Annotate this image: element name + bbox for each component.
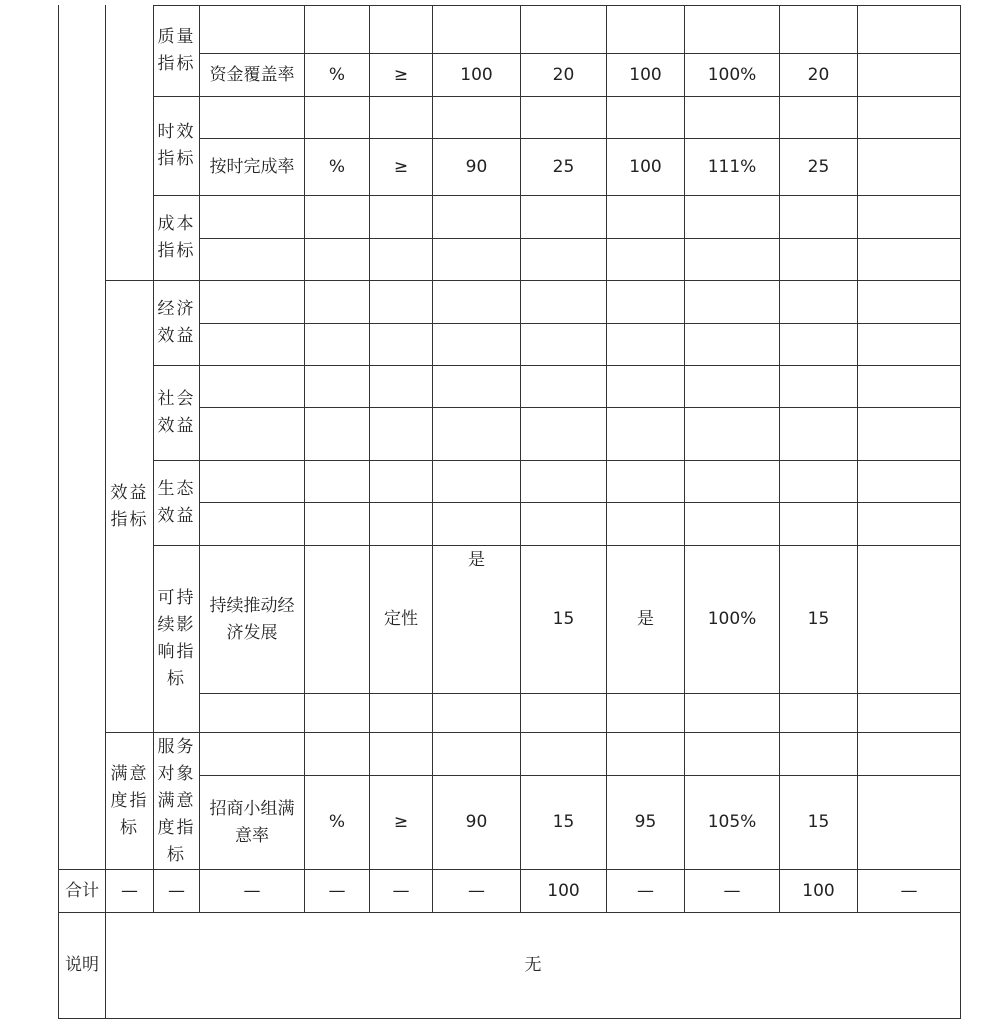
empty-cell <box>684 502 779 545</box>
empty-cell <box>684 693 779 732</box>
empty-cell <box>432 407 520 460</box>
empty-cell <box>606 502 684 545</box>
empty-cell <box>369 5 432 53</box>
empty-cell <box>199 238 304 280</box>
empty-cell <box>857 238 960 280</box>
rate-sustainable: 100% <box>684 545 779 693</box>
category-sustainable-impact: 可持 续影 响指 标 <box>153 545 199 732</box>
indicator-service: 招商小组满 意率 <box>199 775 304 869</box>
empty-cell <box>779 732 857 775</box>
empty-cell <box>779 502 857 545</box>
empty-cell <box>520 732 606 775</box>
empty-cell <box>520 195 606 238</box>
actual-quality: 100 <box>606 53 684 96</box>
empty-cell <box>304 5 369 53</box>
empty-cell <box>779 365 857 407</box>
target-timeliness: 90 <box>432 138 520 195</box>
indicator-quality: 资金覆盖率 <box>199 53 304 96</box>
category-cost: 成本 指标 <box>153 195 199 280</box>
empty-cell <box>857 502 960 545</box>
category-service-satisfaction: 服务 对象 满意 度指 标 <box>153 732 199 869</box>
empty-cell <box>304 195 369 238</box>
empty-cell <box>199 693 304 732</box>
empty-cell <box>684 732 779 775</box>
left-border-line <box>58 5 59 869</box>
weight-quality: 20 <box>520 53 606 96</box>
section-benefit-indicators: 效益 指标 <box>105 280 153 732</box>
empty-cell <box>520 96 606 138</box>
empty-cell <box>304 693 369 732</box>
section-satisfaction-indicators: 满意 度指 标 <box>105 732 153 869</box>
empty-cell <box>857 732 960 775</box>
indicator-timeliness: 按时完成率 <box>199 138 304 195</box>
empty-cell <box>606 195 684 238</box>
empty-cell <box>432 195 520 238</box>
remark-timeliness <box>857 138 960 195</box>
symbol-timeliness: ≥ <box>369 138 432 195</box>
empty-cell <box>779 323 857 365</box>
empty-cell <box>432 5 520 53</box>
empty-cell <box>857 5 960 53</box>
symbol-sustainable: 定性 <box>369 545 432 693</box>
empty-cell <box>369 407 432 460</box>
total-dash: — <box>857 869 960 912</box>
remark-service <box>857 775 960 869</box>
rate-service: 105% <box>684 775 779 869</box>
empty-cell <box>432 323 520 365</box>
empty-cell <box>779 460 857 502</box>
empty-cell <box>684 460 779 502</box>
empty-cell <box>684 407 779 460</box>
empty-cell <box>606 238 684 280</box>
rate-quality: 100% <box>684 53 779 96</box>
category-timeliness: 时效 指标 <box>153 96 199 195</box>
empty-cell <box>520 693 606 732</box>
category-economic: 经济 效益 <box>153 280 199 365</box>
symbol-quality: ≥ <box>369 53 432 96</box>
empty-cell <box>857 323 960 365</box>
unit-timeliness: % <box>304 138 369 195</box>
empty-cell <box>857 195 960 238</box>
empty-cell <box>199 407 304 460</box>
empty-cell <box>199 365 304 407</box>
empty-cell <box>857 407 960 460</box>
empty-cell <box>779 5 857 53</box>
empty-cell <box>304 280 369 323</box>
weight-service: 15 <box>520 775 606 869</box>
score-service: 15 <box>779 775 857 869</box>
empty-cell <box>199 460 304 502</box>
empty-cell <box>432 460 520 502</box>
empty-cell <box>304 732 369 775</box>
category-social: 社会 效益 <box>153 365 199 460</box>
total-dash: — <box>153 869 199 912</box>
note-text: 无 <box>105 912 960 1018</box>
score-timeliness: 25 <box>779 138 857 195</box>
score-sustainable: 15 <box>779 545 857 693</box>
actual-service: 95 <box>606 775 684 869</box>
actual-sustainable: 是 <box>606 545 684 693</box>
empty-cell <box>520 460 606 502</box>
empty-cell <box>606 280 684 323</box>
empty-cell <box>432 693 520 732</box>
empty-cell <box>304 238 369 280</box>
empty-cell <box>304 96 369 138</box>
unit-quality: % <box>304 53 369 96</box>
weight-timeliness: 25 <box>520 138 606 195</box>
remark-sustainable <box>857 545 960 693</box>
total-label: 合计 <box>58 869 105 912</box>
empty-cell <box>304 460 369 502</box>
total-dash: — <box>369 869 432 912</box>
total-dash: — <box>432 869 520 912</box>
empty-cell <box>432 732 520 775</box>
empty-cell <box>606 365 684 407</box>
empty-cell <box>199 195 304 238</box>
empty-cell <box>304 365 369 407</box>
empty-cell <box>606 96 684 138</box>
column-line <box>105 5 106 280</box>
total-dash: — <box>684 869 779 912</box>
empty-cell <box>779 407 857 460</box>
empty-cell <box>304 323 369 365</box>
empty-cell <box>199 280 304 323</box>
bottom-border-line <box>58 1018 961 1019</box>
empty-cell <box>520 407 606 460</box>
empty-cell <box>369 460 432 502</box>
empty-cell <box>779 96 857 138</box>
total-dash: — <box>199 869 304 912</box>
empty-cell <box>369 238 432 280</box>
empty-cell <box>520 238 606 280</box>
actual-timeliness: 100 <box>606 138 684 195</box>
empty-cell <box>779 195 857 238</box>
empty-cell <box>684 195 779 238</box>
empty-cell <box>684 5 779 53</box>
total-dash: — <box>606 869 684 912</box>
target-sustainable: 是 <box>432 545 520 693</box>
empty-cell <box>520 502 606 545</box>
category-ecological: 生态 效益 <box>153 460 199 545</box>
empty-cell <box>199 323 304 365</box>
empty-cell <box>199 502 304 545</box>
total-dash: — <box>105 869 153 912</box>
empty-cell <box>606 693 684 732</box>
right-border-line <box>960 5 961 1019</box>
empty-cell <box>684 96 779 138</box>
empty-cell <box>520 323 606 365</box>
empty-cell <box>779 280 857 323</box>
empty-cell <box>304 502 369 545</box>
score-quality: 20 <box>779 53 857 96</box>
empty-cell <box>857 365 960 407</box>
total-score: 100 <box>779 869 857 912</box>
total-dash: — <box>304 869 369 912</box>
empty-cell <box>199 732 304 775</box>
empty-cell <box>857 280 960 323</box>
empty-cell <box>369 732 432 775</box>
empty-cell <box>684 365 779 407</box>
empty-cell <box>369 365 432 407</box>
empty-cell <box>432 502 520 545</box>
weight-sustainable: 15 <box>520 545 606 693</box>
empty-cell <box>369 693 432 732</box>
indicator-sustainable: 持续推动经 济发展 <box>199 545 304 693</box>
empty-cell <box>432 238 520 280</box>
empty-cell <box>606 460 684 502</box>
target-service: 90 <box>432 775 520 869</box>
empty-cell <box>369 96 432 138</box>
empty-cell <box>369 502 432 545</box>
category-quality: 质量 指标 <box>153 5 199 96</box>
empty-cell <box>369 323 432 365</box>
rate-timeliness: 111% <box>684 138 779 195</box>
empty-cell <box>304 407 369 460</box>
total-weight: 100 <box>520 869 606 912</box>
empty-cell <box>606 407 684 460</box>
unit-service: % <box>304 775 369 869</box>
note-label: 说明 <box>58 912 105 1018</box>
empty-cell <box>684 238 779 280</box>
empty-cell <box>779 238 857 280</box>
unit-sustainable <box>304 545 369 693</box>
empty-cell <box>369 280 432 323</box>
empty-cell <box>199 5 304 53</box>
empty-cell <box>520 280 606 323</box>
empty-cell <box>684 323 779 365</box>
empty-cell <box>779 693 857 732</box>
empty-cell <box>199 96 304 138</box>
empty-cell <box>684 280 779 323</box>
target-quality: 100 <box>432 53 520 96</box>
empty-cell <box>606 323 684 365</box>
empty-cell <box>520 365 606 407</box>
empty-cell <box>369 195 432 238</box>
empty-cell <box>857 460 960 502</box>
empty-cell <box>520 5 606 53</box>
empty-cell <box>432 280 520 323</box>
empty-cell <box>606 5 684 53</box>
empty-cell <box>857 96 960 138</box>
symbol-service: ≥ <box>369 775 432 869</box>
empty-cell <box>432 365 520 407</box>
empty-cell <box>857 693 960 732</box>
remark-quality <box>857 53 960 96</box>
empty-cell <box>606 732 684 775</box>
empty-cell <box>432 96 520 138</box>
